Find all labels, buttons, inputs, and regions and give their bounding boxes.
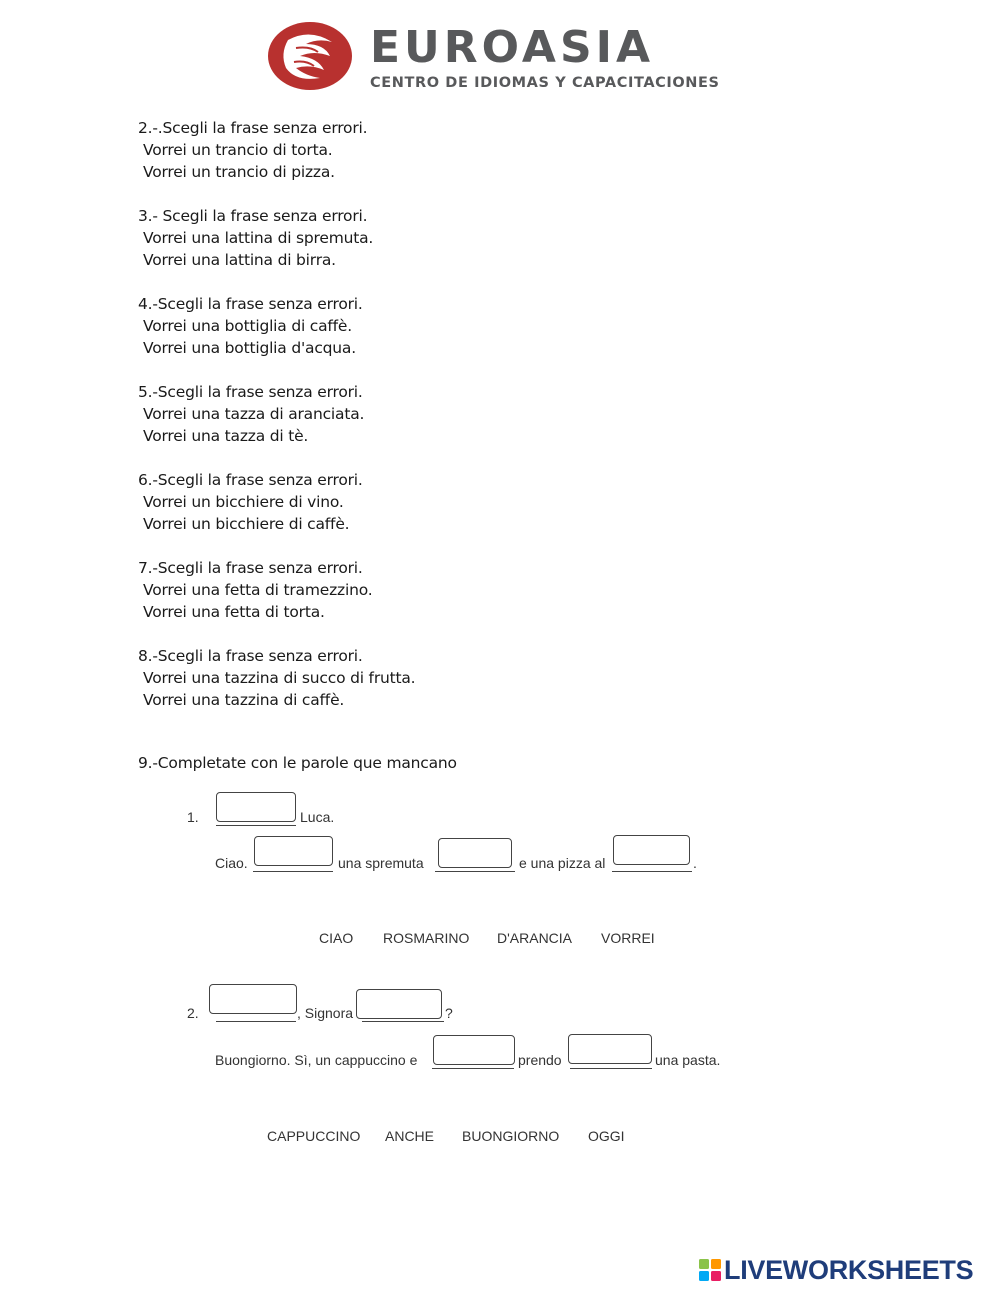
item-2-question-mark: ? bbox=[445, 1005, 453, 1021]
brand-tagline: CENTRO DE IDIOMAS Y CAPACITACIONES bbox=[370, 75, 720, 91]
item-2-middle-1: prendo bbox=[518, 1052, 562, 1068]
item-1-blank-1-input[interactable] bbox=[216, 792, 296, 822]
blank-underline bbox=[435, 871, 515, 872]
answer-option[interactable]: Vorrei una fetta di torta. bbox=[143, 603, 325, 621]
word-bank-item: ANCHE bbox=[385, 1128, 435, 1144]
blank-underline bbox=[570, 1068, 652, 1069]
answer-option[interactable]: Vorrei una lattina di birra. bbox=[143, 251, 336, 269]
question-prompt: 7.-Scegli la frase senza errori. bbox=[138, 559, 363, 577]
item-1-middle-1: una spremuta bbox=[338, 855, 424, 871]
question-3 bbox=[138, 205, 738, 271]
item-2-text: , Signora bbox=[297, 1005, 354, 1021]
item-2-line2-start: Buongiorno. Sì, un cappuccino e bbox=[215, 1052, 418, 1068]
question-prompt: 5.-Scegli la frase senza errori. bbox=[138, 383, 363, 401]
word-bank-item: OGGI bbox=[588, 1128, 625, 1144]
blank-underline bbox=[216, 1021, 296, 1022]
question-8 bbox=[138, 645, 738, 711]
item-1-line2-start: Ciao. bbox=[215, 855, 248, 871]
item-1-text: Luca. bbox=[300, 809, 335, 825]
word-bank-item: CIAO bbox=[319, 930, 354, 946]
question-list bbox=[138, 117, 738, 733]
question-4 bbox=[138, 293, 738, 359]
item-1-blank-3-input[interactable] bbox=[438, 838, 512, 868]
blank-underline bbox=[432, 1068, 514, 1069]
blank-underline bbox=[216, 825, 296, 826]
item-2-end: una pasta. bbox=[655, 1052, 721, 1068]
word-bank-item: D'ARANCIA bbox=[497, 930, 573, 946]
question-prompt: 4.-Scegli la frase senza errori. bbox=[138, 295, 363, 313]
exercise-9-title: 9.-Completate con le parole que mancano bbox=[138, 754, 457, 772]
answer-option[interactable]: Vorrei una tazzina di succo di frutta. bbox=[143, 669, 416, 687]
blank-underline bbox=[612, 871, 692, 872]
item-1-number: 1. bbox=[187, 809, 199, 825]
item-1-blank-4-input[interactable] bbox=[613, 835, 690, 865]
answer-option[interactable]: Vorrei un bicchiere di caffè. bbox=[143, 515, 350, 533]
question-prompt: 6.-Scegli la frase senza errori. bbox=[138, 471, 363, 489]
item-1-middle-2: e una pizza al bbox=[519, 855, 606, 871]
item-2-blank-4-input[interactable] bbox=[568, 1034, 652, 1064]
word-bank-item: ROSMARINO bbox=[383, 930, 470, 946]
answer-option[interactable]: Vorrei una tazzina di caffè. bbox=[143, 691, 345, 709]
question-prompt: 3.- Scegli la frase senza errori. bbox=[138, 207, 368, 225]
answer-option[interactable]: Vorrei una fetta di tramezzino. bbox=[143, 581, 373, 599]
answer-option[interactable]: Vorrei un trancio di pizza. bbox=[143, 163, 335, 181]
item-2-number: 2. bbox=[187, 1005, 199, 1021]
item-1-end: . bbox=[693, 855, 697, 871]
answer-option[interactable]: Vorrei un bicchiere di vino. bbox=[143, 493, 344, 511]
answer-option[interactable]: Vorrei un trancio di torta. bbox=[143, 141, 333, 159]
question-6 bbox=[138, 469, 738, 535]
brand-title: EUROASIA bbox=[370, 22, 655, 73]
blank-underline bbox=[362, 1021, 444, 1022]
item-2-blank-1-input[interactable] bbox=[209, 984, 297, 1014]
word-bank-item: CAPPUCCINO bbox=[267, 1128, 361, 1144]
euroasia-dragon-logo-icon bbox=[266, 20, 356, 92]
liveworksheets-brand: LIVEWORKSHEETS bbox=[724, 1255, 974, 1285]
item-2-blank-3-input[interactable] bbox=[433, 1035, 515, 1065]
question-prompt: 8.-Scegli la frase senza errori. bbox=[138, 647, 363, 665]
answer-option[interactable]: Vorrei una bottiglia d'acqua. bbox=[143, 339, 356, 357]
answer-option[interactable]: Vorrei una bottiglia di caffè. bbox=[143, 317, 352, 335]
item-1-blank-2-input[interactable] bbox=[254, 836, 333, 866]
blank-underline bbox=[253, 871, 333, 872]
question-5 bbox=[138, 381, 738, 447]
liveworksheets-logo-icon bbox=[699, 1259, 721, 1281]
answer-option[interactable]: Vorrei una lattina di spremuta. bbox=[143, 229, 374, 247]
question-prompt: 2.-.Scegli la frase senza errori. bbox=[138, 119, 368, 137]
question-7 bbox=[138, 557, 738, 623]
word-bank-item: VORREI bbox=[601, 930, 655, 946]
item-2-blank-2-input[interactable] bbox=[356, 989, 442, 1019]
answer-option[interactable]: Vorrei una tazza di aranciata. bbox=[143, 405, 365, 423]
question-2 bbox=[138, 117, 738, 183]
answer-option[interactable]: Vorrei una tazza di tè. bbox=[143, 427, 309, 445]
word-bank-item: BUONGIORNO bbox=[462, 1128, 560, 1144]
